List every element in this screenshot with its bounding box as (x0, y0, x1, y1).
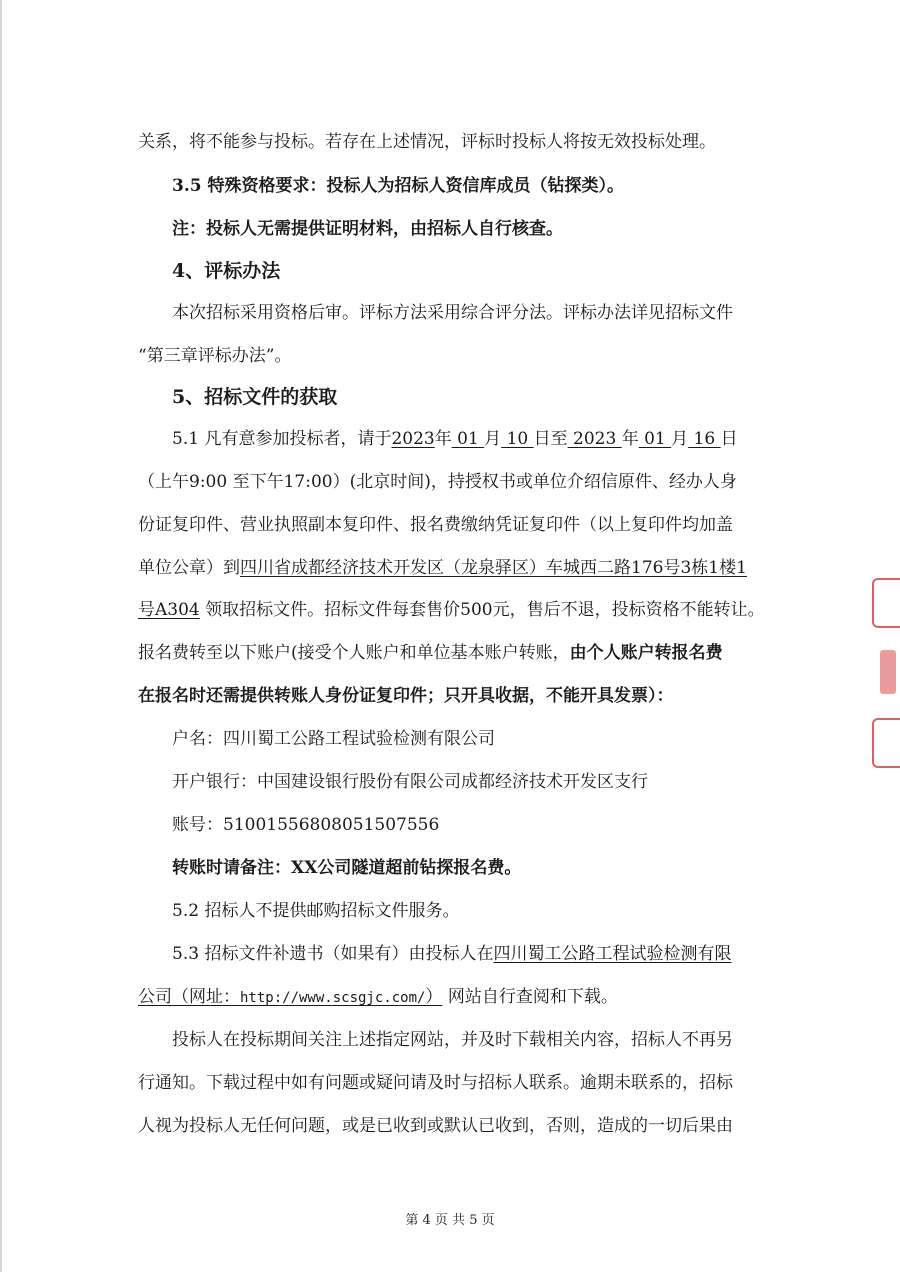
address-text: 号A304 (138, 600, 200, 620)
account-name: 户名：四川蜀工公路工程试验检测有限公司 (172, 729, 495, 749)
company-name: 公司（网址： (138, 987, 240, 1007)
website-link[interactable]: http://www.scsgjc.com/ (240, 990, 426, 1006)
text-run: 年 (434, 429, 452, 449)
text-run: 领取招标文件。招标文件每套售价500元，售后不退，投标资格不能转让。 (199, 600, 765, 620)
fee-line (138, 641, 723, 665)
heading-evaluation: 4、评标办法 (172, 260, 281, 282)
paragraph-line: 行通知。下载过程中如有问题或疑问请及时与招标人联系。逾期未联系的，招标 (138, 1073, 733, 1093)
end-day: 16 (688, 429, 721, 449)
website-line (138, 985, 618, 1010)
start-year: 2023 (391, 429, 435, 449)
company-name: ） (425, 987, 443, 1007)
paragraph-line: 人视为投标人无任何问题，或是已收到或默认已收到，否则，造成的一切后果由 (138, 1116, 733, 1136)
paragraph-line: 份证复印件、营业执照副本复印件、报名费缴纳凭证复印件（以上复印件均加盖 (138, 515, 733, 535)
transfer-note: 转账时请备注：XX公司隧道超前钻探报名费。 (172, 858, 522, 878)
paragraph-line: 投标人在投标期间关注上述指定网站，并及时下载相关内容，招标人不再另 (172, 1030, 733, 1050)
note-line: 注：投标人无需提供证明材料，由招标人自行核查。 (172, 219, 563, 239)
fee-line-2: 在报名时还需提供转账人身份证复印件；只开具收据，不能开具发票）： (138, 686, 674, 706)
page-number-footer: 第 4 页 共 5 页 (405, 1213, 495, 1228)
text-run: 5.1 凡有意参加投标者，请于 (172, 429, 392, 449)
text-run: 月 (484, 429, 502, 449)
section-3-5-line: 3.5 特殊资格要求：投标人为招标人资信库成员（钻探类）。 (172, 176, 624, 196)
date-line (172, 427, 738, 451)
start-month: 01 (451, 429, 485, 449)
bold-text: 由个人账户转报名费 (569, 643, 723, 663)
text-run: 日 (720, 429, 738, 449)
seal-stamp-edge (872, 718, 900, 768)
text-run: 报名费转至以下账户(接受个人账户和单位基本账户转账， (138, 643, 570, 663)
section-5-2-line: 5.2 招标人不提供邮购招标文件服务。 (172, 901, 460, 921)
heading-obtain-documents: 5、招标文件的获取 (172, 386, 338, 408)
start-day: 10 (501, 429, 534, 449)
address-text: 四川省成都经济技术开发区（龙泉驿区）车城西二路176号3栋1楼1 (240, 558, 747, 578)
text-run: 日至 (533, 429, 568, 449)
company-name: 四川蜀工公路工程试验检测有限 (493, 944, 732, 964)
address-line (138, 556, 747, 580)
seal-stamp-edge (880, 650, 896, 694)
section-5-3-line (172, 942, 731, 966)
paragraph-line: 本次招标采用资格后审。评标方法采用综合评分法。评标办法详见招标文件 (172, 303, 733, 323)
text-run: 月 (671, 429, 689, 449)
text-run: 5.3 招标文件补遗书（如果有）由投标人在 (172, 944, 494, 964)
paragraph-line: 关系，将不能参与投标。若存在上述情况，评标时投标人将按无效投标处理。 (138, 132, 716, 152)
text-run: 年 (621, 429, 639, 449)
seal-stamp-edge (872, 578, 900, 628)
account-bank: 开户银行：中国建设银行股份有限公司成都经济技术开发区支行 (172, 772, 648, 792)
end-year: 2023 (567, 429, 622, 449)
address-line-2 (138, 598, 765, 622)
scan-edge-line (0, 0, 2, 1272)
paragraph-line: “第三章评标办法”。 (138, 346, 292, 366)
end-month: 01 (638, 429, 672, 449)
account-number: 账号：51001556808051507556 (172, 815, 440, 835)
paragraph-line: （上午9:00 至下午17:00）(北京时间)，持授权书或单位介绍信原件、经办人身 (138, 472, 737, 492)
text-run: 单位公章）到 (138, 558, 240, 578)
text-run: 网站自行查阅和下载。 (442, 987, 618, 1007)
